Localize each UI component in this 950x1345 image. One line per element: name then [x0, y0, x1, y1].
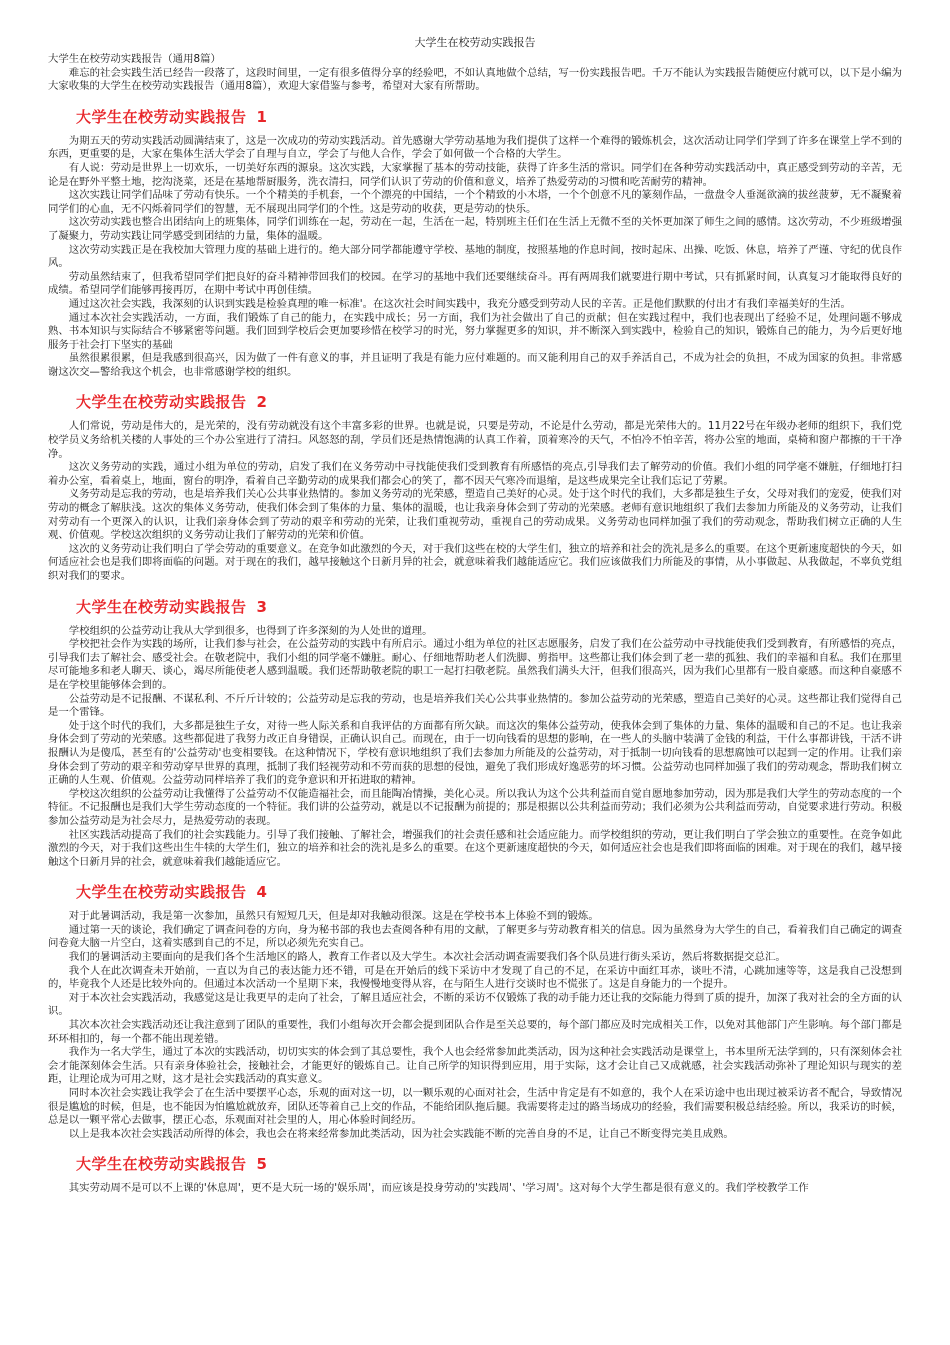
- section-paragraph: 我作为一名大学生，通过了本次的实践活动，切切实实的体会到了其总要性，我个人也会经常参加此类活动，因为这种社会实践活动是课堂上，书本里所无法学到的，只有深刻体会社会才能深刻体会生活。只有亲身体验社会，接触社会，才能更好的锻炼自己。让自己所学的知识得到应用，用于实际，这才会让自己又成就感，社会实践活动弥补了理论知识与现实的差距，让理论成为可用之财，这才是社会实践活动的真实意义。: [48, 1046, 902, 1086]
- section-paragraph: 为期五天的劳动实践活动圆满结束了，这是一次成功的劳动实践活动。首先感谢大学劳动基地为我们提供了这样一个难得的锻炼机会，这次活动让同学们学到了许多在课堂上学不到的东西，更重要的是，大家在集体生活大学会了自理与自立，学会了与他人合作，学会了如何做一个合格的大学生。: [48, 134, 902, 161]
- section-number: 2: [256, 393, 268, 412]
- intro-block: [48, 67, 902, 94]
- section-paragraph: 学校组织的公益劳动让我从大学到很多，也得到了许多深刻的为人处世的道理。: [68, 624, 433, 637]
- section-paragraph: 公益劳动是不记报酬、不谋私利、不斤斤计较的；公益劳动是忘我的劳动，也是培养我们关心公共事业热情的。参加公益劳动的光荣感，塑造自己美好的心灵。这些都让我们觉得自己是一个雷锋。: [48, 692, 902, 719]
- section-paragraph: 通过这次社会实践，我深刻的认识到实践是检验真理的唯一标准'。在这次社会时间实践中，我充分感受到劳动人民的辛苦。正是他们默默的付出才有我们幸福美好的生活。: [68, 297, 851, 310]
- report-sections: [48, 108, 902, 1196]
- section-number: 1: [256, 107, 268, 126]
- section-paragraph: 这次劳动实践正是在我校加大管理力度的基础上进行的。绝大部分同学都能遵守学校、基地的制度，按照基地的作息时间，按时起床、出操、吃饭、休息，培养了严谨、守纪的优良作风。: [48, 243, 902, 270]
- section-heading: [76, 883, 902, 902]
- report-section-1: [48, 108, 902, 380]
- section-paragraph: 这次实践让同学们品味了劳动有快乐。一个个精美的手机套，一个个漂亮的中国结，一个个精致的小木塔，一个个创意不凡的篆刻作品，一盘盘令人垂涎欲滴的拔丝菠萝，无不凝聚着同学们的心血，无不闪烁着同学们的智慧，无不展现出同学们的个性。这是劳动的收获，更是劳动的快乐。: [48, 189, 902, 215]
- section-paragraph: 这次义务劳动的实践，通过小组为单位的劳动，启发了我们在义务劳动中寻找能使我们受到教育有所感悟的亮点,引导我们去了解劳动的价值。我们小组的同学毫不嫌脏，仔细地打扫着办公室，看着桌上，地面，窗台的明净，看着自己辛勤劳动的成果我们都会心的笑了，都不因天气寒冷而退缩，是这些成果完全让我们忘记了劳累。: [48, 461, 902, 487]
- section-paragraph: 劳动虽然结束了，但我希望同学们把良好的奋斗精神带回我们的校园。在学习的基地中我们还要继续奋斗。再有两周我们就要进行期中考试，只有抓紧时间，认真复习才能取得良好的成绩。希望同学们能够再接再厉，在期中考试中再创佳绩。: [48, 270, 902, 297]
- section-heading-text: 大学生在校劳动实践报告: [76, 1155, 247, 1174]
- section-paragraph: 社区实践活动提高了我们的社会实践能力。引导了我们接触、了解社会，增强我们的社会责任感和社会适应能力。而学校组织的劳动，更让我们明白了学会独立的重要性。在竞争如此激烈的今天，对于我们这些出生牛犊的大学生们，独立的培养和社会的洗礼是多么的重要。在这个更新速度超快的今天，如何适应社会也是我们即将面临的困难。对于现在的我们，越早接触这个日新月异的社会，就意味着我们越能适应它。: [48, 828, 902, 868]
- document-title: 大学生在校劳动实践报告: [414, 36, 536, 49]
- section-paragraph: 以上是我本次社会实践活动所得的体会，我也会在将来经常参加此类活动，因为社会实践能不断的完善自身的不足，让自己不断变得完美且成熟。: [68, 1127, 734, 1140]
- section-heading: [76, 1155, 902, 1174]
- section-heading: [76, 393, 902, 412]
- section-paragraph: 同时本次社会实践让我学会了在生活中要摆平心态，乐观的面对这一切，以一颗乐观的心面对社会，生活中肯定是有不如意的，我个人在采访途中也出现过被采访者不配合，导致情况很是尴尬的时候，但是，也不能因为怕尴尬就放弃，团队还等着自己上交的作品，不能给团队拖后腿。我需要将走过的路当场成功的经验，我们需要积极总结经验。所以，我采访的时候，总是以一颗平常心去做事，摆正心态，乐观面对社会里的人，用心体验时间经历。: [48, 1087, 902, 1127]
- intro-paragraph: 难忘的社会实践生活已经告一段落了，这段时间里，一定有很多值得分享的经验吧，不如认真地做个总结，写一份实践报告吧。千万不能认为实践报告随便应付就可以，以下是小编为大家收集的大学生在校劳动实践报告（通用8篇），欢迎大家借鉴与参考，希望对大家有所帮助。: [48, 66, 902, 93]
- section-paragraph: 对于本次社会实践活动，我感觉这是让我更早的走向了社会，了解且适应社会，不断的采访不仅锻炼了我的动手能力还让我的交际能力得到了质的提升，加深了我对社会的全方面的认识。: [48, 991, 902, 1018]
- section-paragraph: 学校把社会作为实践的场所，让我们参与社会，在公益劳动的实践中有所启示。通过小组为单位的社区志愿服务，启发了我们在公益劳动中寻找能使我们受到教育，有所感悟的亮点，引导我们去了解社会、感受社会。在敬老院中，我们小组的同学毫不嫌脏。耐心、仔细地帮助老人们洗脚、剪指甲。这些都让我们体会到了老一辈的孤独、我们的幸福和自私。我们在那里尽可能地多和老人聊天、谈心，竭尽所能使老人感到温暖。我们还帮助敬老院的职工一起打扫敬老院。虽然我们满头大汗，但我们很高兴，因为我们心里都有一股自豪感。而这种自豪感不是在学校里能够体会到的。: [48, 638, 902, 691]
- section-heading-text: 大学生在校劳动实践报告: [76, 393, 247, 412]
- section-paragraph: 这次的义务劳动让我们明白了学会劳动的重要意义。在竞争如此激烈的今天，对于我们这些在校的大学生们，独立的培养和社会的洗礼是多么的重要。在这个更新速度超快的今天，如何适应社会也是我们即将面临的问题。对于现在的我们，越早接触这个日新月异的社会，就意味着我们越能适应它。我们应该做我们力所能及的事情，从小事做起、从我做起，不辜负党组织对我们的要求。: [48, 542, 902, 582]
- section-paragraph: 人们常说，劳动是伟大的，是光荣的，没有劳动就没有这个丰富多彩的世界。也就是说，只要是劳动，不论是什么劳动，都是光荣伟大的。11月22号在年级办老师的组织下，我们党校学员义务给机关楼的人事处的三个办公室进行了清扫。风怒怒的刮，学员们还是热情饱满的认真工作着，顶着寒冷的天气，不怕冷不怕辛苦，将办公室的地面，桌椅和窗户都擦的干干净净。: [48, 420, 902, 460]
- section-heading: [76, 598, 902, 617]
- report-section-5: [48, 1155, 902, 1196]
- section-paragraph: 我们的暑调活动主要面向的是我们各个生活地区的路人，教育工作者以及大学生。本次社会活动调查需要我们各个队员进行街头采访，然后将数据提交总汇。: [68, 951, 786, 964]
- section-heading-text: 大学生在校劳动实践报告: [76, 597, 247, 616]
- section-heading: [76, 108, 902, 127]
- section-number: 3: [256, 597, 268, 616]
- section-paragraph: 通过本次社会实践活动，一方面，我们锻炼了自己的能力，在实践中成长；另一方面，我们为社会做出了自己的贡献；但在实践过程中，我们也表现出了经验不足，处理问题不够成熟、书本知识与实际结合不够紧密等问题。我们回到学校后会更加要珍惜在校学习的时光，努力掌握更多的知识，并不断深入到实践中，检验自己的知识，锻炼自己的能力，为今后更好地服务于社会打下坚实的基础: [48, 311, 902, 351]
- section-paragraph: 我个人在此次调查未开始前，一直以为自己的表达能力还不错，可是在开始后的线下采访中才发现了自己的不足，在采访中面红耳赤，谈吐不清，心跳加速等等，这是我自己没想到的，毕竟我个人还是比较外向的。但通过本次活动一个星期下来，我慢慢地变得从容，在与陌生人进行交谈时也不慌张了。这是自身能力的一个提升。: [48, 964, 902, 991]
- section-paragraph: 虽然很累很累，但是我感到很高兴，因为做了一件有意义的事，并且证明了我是有能力应付难题的。而又能利用自己的双手养活自己，不成为社会的负担，不成为国家的负担。非常感谢这次交—警给我这个机会，也非常感谢学校的组织。: [48, 352, 902, 378]
- section-paragraph: 处于这个时代的我们，大多都是独生子女，对待一些人际关系和自我评估的方面都有所欠缺。而这次的集体公益劳动，使我体会到了集体的力量、集体的温暖和自己的不足。也让我亲身体会到了劳动的光荣感。这些都促进了我努力改正自身错误，正确认识自己。而现在，由于一切向钱看的思想的影响，在一些人的头脑中装满了金钱的利益，干什么事都讲钱，干活不讲报酬认为是傻瓜，甚至有的'公益劳动'也变相要钱。在这种情况下，学校有意识地组织了我们去参加力所能及的公益劳动，对于抵制一切向钱看的思想腐蚀可以起到一定的作用。让我们亲身体会到了劳动的艰辛和劳动穿早世界的真理，抵制了我们轻视劳动和不劳而获的思想的侵蚀，避免了我们形成好逸恶劳的坏习惯。公益劳动也同样加强了我们的劳动观念，帮助我们树立正确的人生观、价值观。公益劳动同样培养了我们的竞争意识和开拓进取的精神。: [48, 719, 902, 787]
- section-paragraph: 通过第一天的谈论，我们确定了调查问卷的方向，身为秘书部的我也去查阅各种有用的文献，了解更多与劳动教育相关的信息。因为虽然身为大学生的自己，看着我们自己确定的调查问卷竟大脑一片空白，这着实感到自己的不足，所以必须先充实自己。: [48, 923, 902, 950]
- report-section-3: [48, 598, 902, 870]
- report-section-4: [48, 883, 902, 1141]
- section-paragraph: 义务劳动是忘我的劳动，也是培养我们关心公共事业热情的。参加义务劳动的光荣感，塑造自己美好的心灵。处于这个时代的我们，大多都是独生子女，父母对我们的宠爱，使我们对劳动的概念了解肤浅。这次的集体义务劳动，使我们体会到了集体的力量、集体的温暖，也让我亲身体会到了劳动的光荣感。老师有意识地组织了我们去参加力所能及的义务劳动，让我们对劳动有一个更深入的认识，让我们亲身体会到了劳动的艰辛和劳动的光荣，让我们重视劳动，重视自己的劳动成果。义务劳动也同样加强了我们的劳动观念，帮助我们树立正确的人生观、价值观。学校这次组织的义务劳动让我们了解劳动的光荣和价值。: [48, 488, 902, 542]
- section-number: 4: [256, 883, 268, 902]
- section-heading-text: 大学生在校劳动实践报告: [76, 107, 247, 126]
- report-section-2: [48, 393, 902, 583]
- section-paragraph: 有人说：劳动是世界上一切欢乐，一切美好东西的源泉。这次实践，大家掌握了基本的劳动技能，获得了许多生活的常识。同学们在各种劳动实践活动中，真正感受到劳动的辛苦，无论是在野外平整土地，挖沟浇菜，还是在基地帮厨服务，洗衣清扫，同学们认识了劳动的价值和意义，培养了热爱劳动的习惯和吃苦耐劳的精神。: [48, 161, 902, 188]
- section-paragraph: 其实劳动周不是可以不上课的'休息周'，更不是大玩一场的'娱乐周'，而应该是投身劳动的'实践周'、'学习周'。这对每个大学生都是很有意义的。我们学校教学工作: [68, 1182, 809, 1195]
- section-number: 5: [256, 1155, 268, 1174]
- section-paragraph: 这次劳动实践也整合出团结向上的班集体，同学们训练在一起，劳动在一起，生活在一起，特别班主任们在生活上无微不至的关怀更加深了师生之间的感情。这次劳动，不少班级增强了凝聚力，劳动实践让同学感受到团结的力量，集体的温暖。: [48, 216, 902, 242]
- section-paragraph: 学校这次组织的公益劳动让我懂得了公益劳动不仅能造福社会，而且能陶冶情操，美化心灵。所以我认为这个公共利益而自觉自愿地参加劳动，因为那是我们大学生的劳动态度的一个特征。不记报酬也是我们大学生劳动态度的一个特征。我们讲的公益劳动，就是以不记报酬为前提的；那是根据以公共利益而劳动；我们必须为公共利益而劳动，自觉要求进行劳动。积极参加公益劳动是为社会尽力，是热爱劳动的表现。: [48, 787, 902, 827]
- section-paragraph: 对于此暑调活动，我是第一次参加，虽然只有短短几天，但是却对我触动很深。这是在学校书本上体验不到的锻炼。: [68, 910, 599, 923]
- document-subtitle: 大学生在校劳动实践报告（通用8篇）: [48, 53, 221, 65]
- section-paragraph: 其次本次社会实践活动还让我注意到了团队的重要性，我们小组每次开会都会提到团队合作是至关总要的，每个部门都应及时完成相关工作，以免对其他部门产生影响。每个部门都是环环相扣的，每一个都不能出现差错。: [48, 1019, 902, 1045]
- section-heading-text: 大学生在校劳动实践报告: [76, 883, 247, 902]
